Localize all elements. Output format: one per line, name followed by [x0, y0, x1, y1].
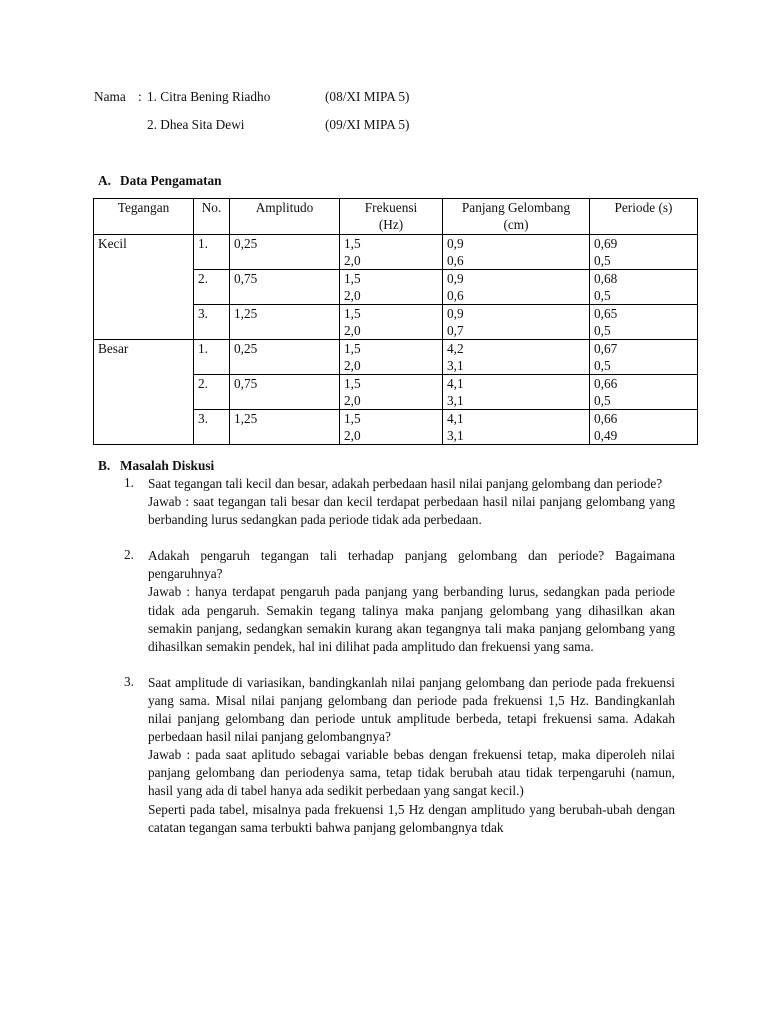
table-row — [94, 340, 698, 375]
cell-frekuensi: 1,5 2,0 — [340, 410, 443, 445]
item-number: 1. — [124, 475, 134, 490]
table-header-row — [94, 199, 698, 235]
item-body — [148, 547, 675, 656]
cell-amplitudo: 1,25 — [230, 305, 340, 340]
author-class: (08/XI MIPA 5) — [325, 89, 410, 104]
name-label: Nama — [94, 89, 126, 104]
answer-text: Jawab : saat tegangan tali besar dan kecil terdapat perbedaan hasil nilai panjang gelombang yang berbanding lurus sedangkan pada periode tidak ada perbedaan. — [148, 494, 675, 528]
question-text: Adakah pengaruh tegangan tali terhadap panjang gelombang dan periode? Bagaimana pengaruhnya? — [148, 548, 675, 582]
header-frekuensi: Frekuensi (Hz) — [340, 199, 443, 235]
cell-periode: 0,69 0,5 — [590, 235, 698, 270]
cell-frekuensi: 1,5 2,0 — [340, 340, 443, 375]
list-item — [124, 547, 675, 656]
cell-periode: 0,65 0,5 — [590, 305, 698, 340]
cell-amplitudo: 0,75 — [230, 270, 340, 305]
cell-panjang: 0,9 0,6 — [443, 270, 590, 305]
answer-text: Jawab : pada saat aplitudo sebagai variable bebas dengan frekuensi tetap, maka diperoleh nilai panjang gelombang dan periodenya sama, tetap tidak berubah atau tidak terpengaruhi (namun, hasil yang ada di tabel hanya ada sedikit perbedaan yang sangat kecil.) — [148, 747, 675, 799]
cell-tegangan: Kecil — [94, 235, 194, 340]
author-name: 2. Dhea Sita Dewi — [147, 117, 245, 132]
section-b-heading — [98, 457, 214, 474]
cell-frekuensi: 1,5 2,0 — [340, 235, 443, 270]
cell-no: 1. — [194, 340, 230, 375]
cell-no: 3. — [194, 410, 230, 445]
cell-amplitudo: 1,25 — [230, 410, 340, 445]
cell-no: 1. — [194, 235, 230, 270]
observation-table — [93, 198, 698, 445]
author-name: 1. Citra Bening Riadho — [147, 89, 271, 104]
cell-amplitudo: 0,75 — [230, 375, 340, 410]
discussion-list — [124, 475, 675, 855]
answer-text: Jawab : hanya terdapat pengaruh pada panjang yang berbanding lurus, sedangkan pada periode tidak ada pengaruh. Semakin tegang talinya maka panjang gelombang yang dihasilkan akan semakin panjang, sedangkan semakin kurang akan tegangnya tali maka panjang gelombang yang dihasilkan semakin pendek, hal ini dilihat pada amplitudo dan frekuensi yang sama. — [148, 584, 675, 654]
item-number: 3. — [124, 673, 134, 689]
list-item — [124, 674, 675, 837]
author-block — [94, 88, 514, 144]
header-amplitudo: Amplitudo — [230, 199, 340, 235]
cell-panjang: 4,1 3,1 — [443, 375, 590, 410]
cell-periode: 0,67 0,5 — [590, 340, 698, 375]
section-letter: B. — [98, 458, 111, 473]
section-title: Masalah Diskusi — [120, 458, 215, 473]
list-item — [124, 475, 675, 529]
cell-amplitudo: 0,25 — [230, 340, 340, 375]
answer-text: Seperti pada tabel, misalnya pada frekuensi 1,5 Hz dengan amplitudo yang berubah-ubah dengan catatan tegangan sama terbukti bahwa panjang gelombangnya tdak — [148, 801, 675, 835]
table-row — [94, 235, 698, 270]
cell-panjang: 0,9 0,7 — [443, 305, 590, 340]
cell-amplitudo: 0,25 — [230, 235, 340, 270]
cell-frekuensi: 1,5 2,0 — [340, 270, 443, 305]
cell-periode: 0,66 0,5 — [590, 375, 698, 410]
cell-panjang: 4,1 3,1 — [443, 410, 590, 445]
cell-panjang: 0,9 0,6 — [443, 235, 590, 270]
cell-no: 2. — [194, 270, 230, 305]
cell-frekuensi: 1,5 2,0 — [340, 375, 443, 410]
header-panjang-gelombang: Panjang Gelombang (cm) — [443, 199, 590, 235]
author-row — [94, 116, 514, 144]
cell-periode: 0,66 0,49 — [590, 410, 698, 445]
author-class: (09/XI MIPA 5) — [325, 117, 410, 132]
section-title: Data Pengamatan — [120, 173, 222, 188]
section-a-heading — [98, 172, 222, 189]
section-letter: A. — [98, 173, 111, 188]
cell-no: 2. — [194, 375, 230, 410]
cell-periode: 0,68 0,5 — [590, 270, 698, 305]
question-text: Saat amplitude di variasikan, bandingkanlah nilai panjang gelombang dan periode pada frekuensi yang sama. Misal nilai panjang gelombang dan periode pada frekuensi 1,5 Hz. Bandingkanlah nilai panjang gelombang dan periode untuk amplitude berbeda, tetapi frekuensi sama. Adakah perbedaan hasil nilai panjang gelombangnya? — [148, 674, 675, 745]
name-colon: : — [138, 89, 142, 104]
cell-tegangan: Besar — [94, 340, 194, 445]
author-row — [94, 88, 514, 116]
header-tegangan: Tegangan — [94, 199, 194, 235]
item-number: 2. — [124, 547, 134, 563]
cell-no: 3. — [194, 305, 230, 340]
header-no: No. — [194, 199, 230, 235]
question-text: Saat tegangan tali kecil dan besar, adakah perbedaan hasil nilai panjang gelombang dan periode? — [148, 476, 663, 491]
item-body — [148, 674, 675, 837]
header-periode: Periode (s) — [590, 199, 698, 235]
item-body — [148, 475, 675, 529]
cell-frekuensi: 1,5 2,0 — [340, 305, 443, 340]
cell-panjang: 4,2 3,1 — [443, 340, 590, 375]
